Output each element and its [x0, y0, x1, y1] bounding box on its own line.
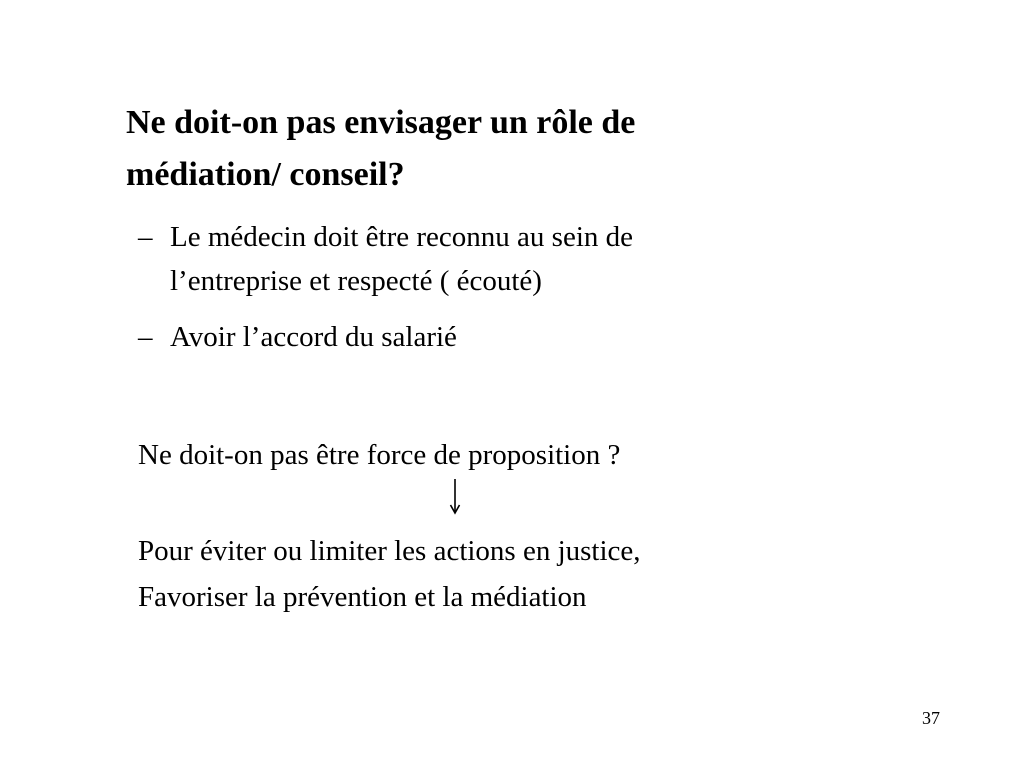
bullet-item: [138, 315, 898, 359]
bullet-text-line: Le médecin doit être reconnu au sein de: [170, 221, 633, 253]
conclusion-line: Pour éviter ou limiter les actions en justice,: [138, 535, 641, 567]
bullet-dash: –: [138, 221, 153, 253]
bullet-dash: –: [138, 321, 153, 353]
heading-line: médiation/ conseil?: [126, 156, 405, 193]
bullet-list: [138, 215, 898, 371]
slide-heading: [126, 97, 886, 201]
question-line: Ne doit-on pas être force de proposition ?: [138, 439, 621, 471]
conclusion-line: Favoriser la prévention et la médiation: [138, 581, 587, 613]
question-text: [138, 432, 938, 478]
bullet-text-line: l’entreprise et respecté ( écouté): [170, 265, 542, 297]
heading-line: Ne doit-on pas envisager un rôle de: [126, 104, 636, 141]
bullet-item: [138, 215, 898, 303]
bullet-text-line: Avoir l’accord du salarié: [170, 321, 457, 353]
page-number: 37: [922, 708, 940, 728]
conclusion-text: [138, 528, 938, 620]
down-arrow-icon: [447, 478, 463, 516]
